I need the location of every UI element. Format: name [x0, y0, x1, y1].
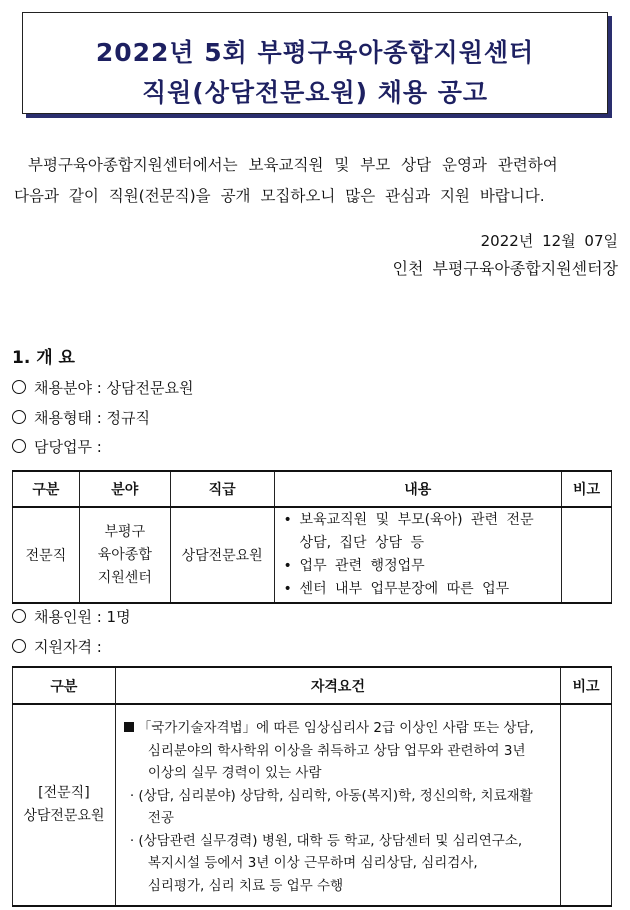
square-bullet-icon [124, 722, 134, 732]
duty-note [562, 507, 612, 603]
qualification-category-line: [전문직] [38, 785, 90, 801]
requirement-main-line: 심리분야의 학사학위 이상을 취득하고 상담 업무와 관련하여 3년 [147, 742, 526, 759]
circle-bullet-icon [12, 639, 26, 653]
circle-bullet-icon [12, 380, 26, 394]
header-note: 비고 [562, 471, 612, 507]
qualification-category [13, 704, 116, 906]
header-rank: 직급 [170, 471, 274, 507]
table-row [13, 507, 612, 603]
requirement-sub-line: 전공 [147, 810, 174, 826]
circle-bullet-icon [12, 439, 26, 453]
duty-table-header [13, 471, 612, 507]
section-heading-overview: 1. 개 요 [12, 348, 75, 368]
requirement-main-line: 이상의 실무 경력이 있는 사람 [147, 765, 322, 781]
duty-area-line: 지원센터 [97, 569, 152, 586]
duty-item-line: • 업무 관련 행정업무 [299, 558, 425, 574]
duty-area-line: 육아종합 [97, 546, 152, 563]
title-line-1: 2022년 5회 부평구육아종합지원센터 [95, 38, 535, 67]
qualification-category-line: 상담전문요원 [23, 808, 105, 824]
announcement-date: 2022년 12월 07일 [480, 232, 618, 250]
requirement-sub-item: · (상담, 심리분야) 상담학, 심리학, 아동(복지)학, 정신의학, 치료재활 [129, 787, 533, 804]
title-box [22, 12, 608, 114]
header-category: 구분 [13, 667, 116, 704]
duty-category: 전문직 [13, 507, 80, 603]
qualification-note [561, 704, 612, 906]
duty-item [300, 509, 555, 555]
duty-content [274, 507, 562, 603]
qualification-requirements [115, 704, 560, 906]
overview-type: 채용형태 : 정규직 [12, 407, 150, 428]
requirement-main: 「국가기술자격법」에 따른 임상심리사 2급 이상인 사람 또는 상담, [124, 717, 552, 740]
intro-line-2: 다음과 같이 직원(전문직)을 공개 모집하오니 많은 관심과 지원 바랍니다. [14, 187, 545, 205]
overview-count: 채용인원 : 1명 [12, 606, 131, 627]
qualification-table [12, 666, 612, 907]
duty-area [79, 507, 170, 603]
overview-qualification: 지원자격 : [12, 636, 102, 657]
circle-bullet-icon [12, 410, 26, 424]
duty-item-line: • 보육교직원 및 부모(육아) 관련 전문 [299, 512, 534, 528]
header-requirements: 자격요건 [115, 667, 560, 704]
duty-item-line: 상담, 집단 상담 등 [299, 535, 425, 551]
header-area: 분야 [79, 471, 170, 507]
intro-line-1: 부평구육아종합지원센터에서는 보육교직원 및 부모 상담 운영과 관련하여 [28, 156, 558, 174]
header-note: 비고 [561, 667, 612, 704]
qualification-table-header [13, 667, 612, 704]
intro-paragraph [14, 150, 618, 212]
header-content: 내용 [274, 471, 562, 507]
header-category: 구분 [13, 471, 80, 507]
overview-field: 채용분야 : 상담전문요원 [12, 377, 194, 398]
duty-item [300, 555, 555, 578]
duty-rank: 상담전문요원 [170, 507, 274, 603]
table-row [13, 704, 612, 906]
duty-area-line: 부평구 [104, 523, 146, 540]
duty-item-line: • 센터 내부 업무분장에 따른 업무 [299, 581, 510, 597]
duty-item [300, 578, 555, 601]
requirement-sub-item: · (상담관련 실무경력) 병원, 대학 등 학교, 상담센터 및 심리연구소, [129, 832, 523, 849]
requirement-sub-line: 심리평가, 심리 치료 등 업무 수행 [147, 877, 344, 894]
overview-duty: 담당업무 : [12, 436, 102, 457]
issuing-organization: 인천 부평구육아종합지원센터장 [392, 259, 618, 278]
circle-bullet-icon [12, 609, 26, 623]
title-line-2: 직원(상담전문요원) 채용 공고 [141, 78, 489, 107]
duty-table [12, 470, 612, 604]
requirement-sub-line: 복지시설 등에서 3년 이상 근무하며 심리상담, 심리검사, [147, 855, 478, 871]
